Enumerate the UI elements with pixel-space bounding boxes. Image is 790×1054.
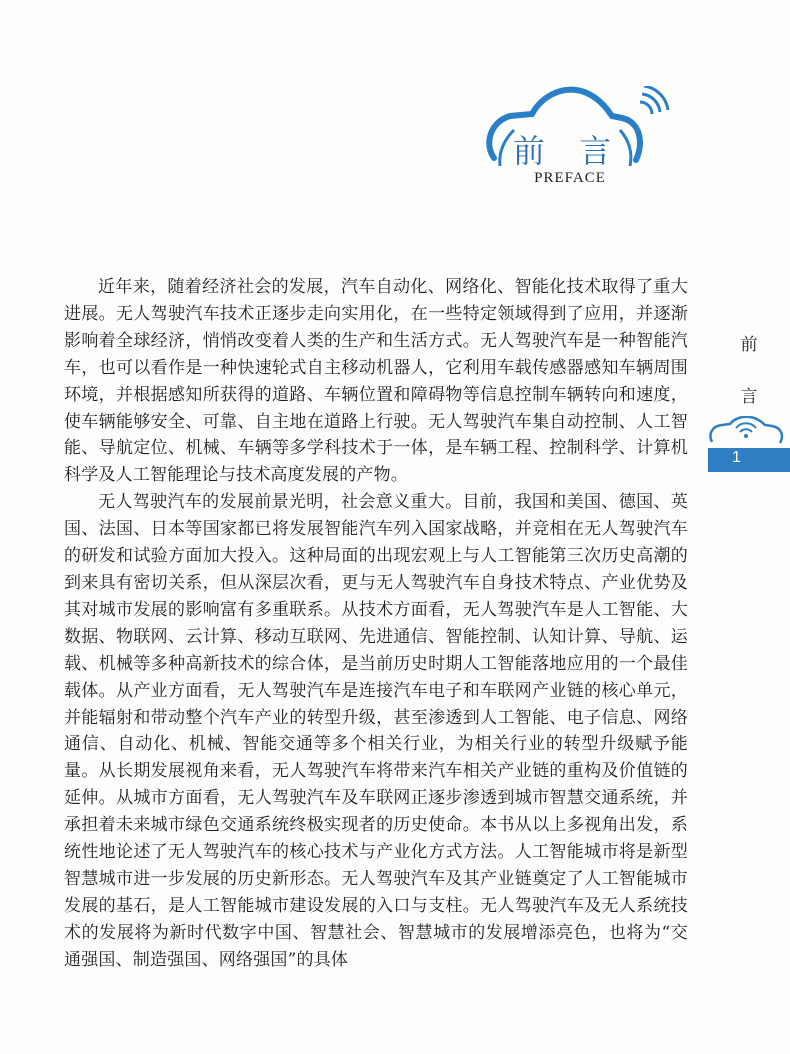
- page-number: 1: [732, 449, 741, 466]
- side-tab-char-1: 前: [740, 335, 758, 355]
- page-number-bar: [708, 448, 790, 472]
- preface-logo: [480, 86, 680, 196]
- car-wifi-icon: [708, 416, 790, 448]
- side-tab-char-2: 言: [740, 387, 758, 407]
- chapter-side-tab: [708, 330, 790, 472]
- preface-subtitle: PREFACE: [534, 170, 606, 186]
- paragraph-2: 无人驾驶汽车的发展前景光明，社会意义重大。目前，我国和美国、德国、英国、法国、日本等国家都已将发展智能汽车列入国家战略，并竞相在无人驾驶汽车的研发和试验方面加大投入。这种局面的出现宏观上与人工智能第三次历史高潮的到来具有密切关系，但从深层次看，更与无人驾驶汽车自身技术特点、产业优势及其对城市发展的影响富有多重联系。从技术方面看，无人驾驶汽车是人工智能、大数据、物联网、云计算、移动互联网、先进通信、智能控制、认知计算、导航、运载、机械等多种高新技术的综合体，是当前历史时期人工智能落地应用的一个最佳载体。从产业方面看，无人驾驶汽车是连接汽车电子和车联网产业链的核心单元，并能辐射和带动整个汽车产业的转型升级，甚至渗透到人工智能、电子信息、网络通信、自动化、机械、智能交通等多个相关行业，为相关行业的转型升级赋予能量。从长期发展视角来看，无人驾驶汽车将带来汽车相关产业链的重构及价值链的延伸。从城市方面看，无人驾驶汽车及车联网正逐步渗透到城市智慧交通系统，并承担着未来城市绿色交通系统终极实现者的历史使命。本书从以上多视角出发，系统性地论述了无人驾驶汽车的核心技术与产业化方式方法。人工智能城市将是新型智慧城市进一步发展的历史新形态。无人驾驶汽车及其产业链奠定了人工智能城市发展的基石，是人工智能城市建设发展的入口与支柱。无人驾驶汽车及无人系统技术的发展将为新时代数字中国、智慧社会、智慧城市的发展增添亮色，也将为“交通强国、制造强国、网络强国”的具体: [64, 492, 688, 970]
- body-text: [64, 274, 688, 974]
- preface-title: 前 言: [512, 132, 624, 170]
- paragraph-1: 近年来，随着经济社会的发展，汽车自动化、网络化、智能化技术取得了重大进展。无人驾驶汽车技术正逐步走向实用化，在一些特定领域得到了应用，并逐渐影响着全球经济，悄悄改变着人类的生产和生活方式。无人驾驶汽车是一种智能汽车，也可以看作是一种快速轮式自主移动机器人，它利用车载传感器感知车辆周围环境，并根据感知所获得的道路、车辆位置和障碍物等信息控制车辆转向和速度，使车辆能够安全、可靠、自主地在道路上行驶。无人驾驶汽车集自动控制、人工智能、导航定位、机械、车辆等多学科技术于一体，是车辆工程、控制科学、计算机科学及人工智能理论与技术高度发展的产物。: [64, 277, 688, 486]
